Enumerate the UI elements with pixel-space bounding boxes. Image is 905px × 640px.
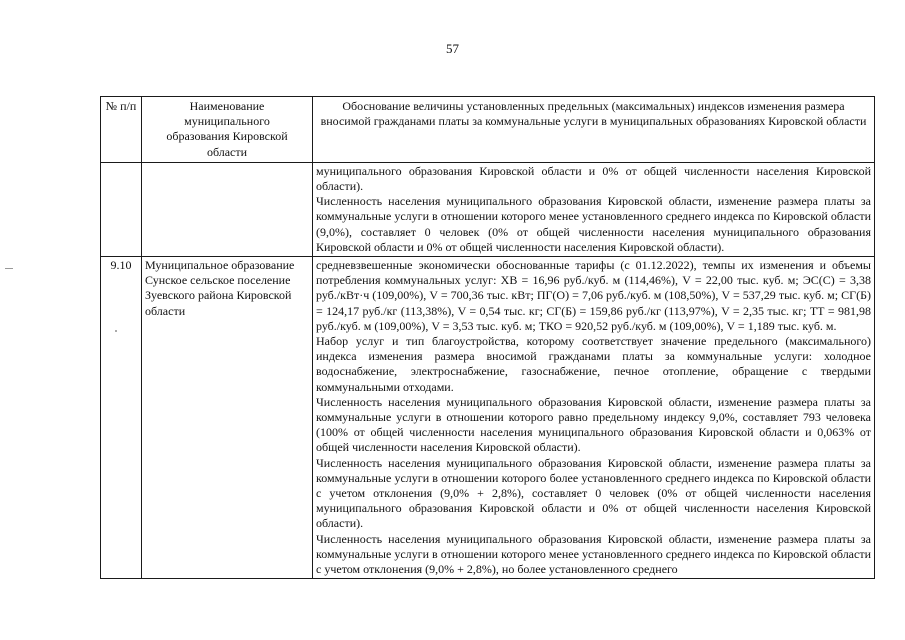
- basis-paragraph: Численность населения муниципального образования Кировской области, изменение размера платы за коммунальные услуги в отношении которого равно предельному индексу 9,0%, составляет 793 человека (100% от общей численности населения муниципального образования Кировской области и 0,063% от общей численности населения Кировской области).: [316, 394, 871, 455]
- basis-paragraph: муниципального образования Кировской области и 0% от общей численности населения Кировской области).: [316, 163, 871, 194]
- row-number: [101, 162, 142, 256]
- header-municipality: Наименование муниципального образования Кировской области: [142, 97, 313, 163]
- header-basis: Обоснование величины установленных предельных (максимальных) индексов изменения размера вносимой гражданами платы за коммунальные услуги в муниципальных образованиях Кировской области: [313, 97, 875, 163]
- basis-paragraph: Численность населения муниципального образования Кировской области, изменение размера платы за коммунальные услуги в отношении которого менее установленного среднего индекса по Кировской области (9,0%), составляет 0 человек (0% от общей численности населения муниципального образования Кировской области и 0% от общей численности населения Кировской области).: [316, 194, 871, 254]
- row-basis: [313, 162, 875, 256]
- page-number: 57: [446, 41, 459, 56]
- table-row: [101, 257, 875, 579]
- row-number: 9.10: [101, 257, 142, 579]
- table-header-row: [101, 97, 875, 163]
- row-basis: [313, 257, 875, 579]
- basis-paragraph: средневзвешенные экономически обоснованные тарифы (с 01.12.2022), темпы их изменения и объемы потребления коммунальных услуг: ХВ = 16,96 руб./куб. м (114,46%), V = 22,00 тыс. куб. м; ЭС(С) = 3,38 руб./кВт·ч (109,00%), V = 700,36 тыс. кВт; ПГ(О) = 7,06 руб./куб. м (108,50%), V = 537,29 тыс. куб. м; СГ(Б) = 124,17 руб./кг (113,38%), V = 0,54 тыс. кг; СГ(Б) = 159,86 руб./кг (113,97%), V = 2,35 тыс. кг; ТТ = 981,98 руб./куб. м (109,00%), V = 3,53 тыс. куб. м; ТКО = 920,52 руб./куб. м (109,00%), V = 1,189 тыс. куб. м.: [316, 258, 871, 333]
- row-municipality: Муниципальное образование Сунское сельское поселение Зуевского района Кировской области: [142, 257, 313, 579]
- row-municipality: [142, 162, 313, 256]
- binding-margin-mark: [5, 268, 13, 269]
- basis-paragraph: Численность населения муниципального образования Кировской области, изменение размера платы за коммунальные услуги в отношении которого менее установленного среднего индекса по Кировской области с учетом отклонения (9,0% + 2,8%), но более установленного среднего: [316, 531, 871, 577]
- basis-paragraph: Численность населения муниципального образования Кировской области, изменение размера платы за коммунальные услуги в отношении которого более установленного среднего индекса по Кировской области с учетом отклонения (9,0% + 2,8%), составляет 0 человек (0% от общей численности населения муниципального образования Кировской области и 0% от общей численности населения Кировской области).: [316, 455, 871, 531]
- municipal-index-table: [100, 96, 875, 579]
- basis-paragraph: Набор услуг и тип благоустройства, которому соответствует значение предельного (максимального) индекса изменения размера вносимой гражданами платы за коммунальные услуги: холодное водоснабжение, электроснабжение, газоснабжение, печное отопление, обращение с твердыми коммунальными отходами.: [316, 334, 871, 394]
- page-bottom-area: [0, 586, 905, 640]
- table-row: [101, 162, 875, 256]
- header-number: № п/п: [101, 97, 142, 163]
